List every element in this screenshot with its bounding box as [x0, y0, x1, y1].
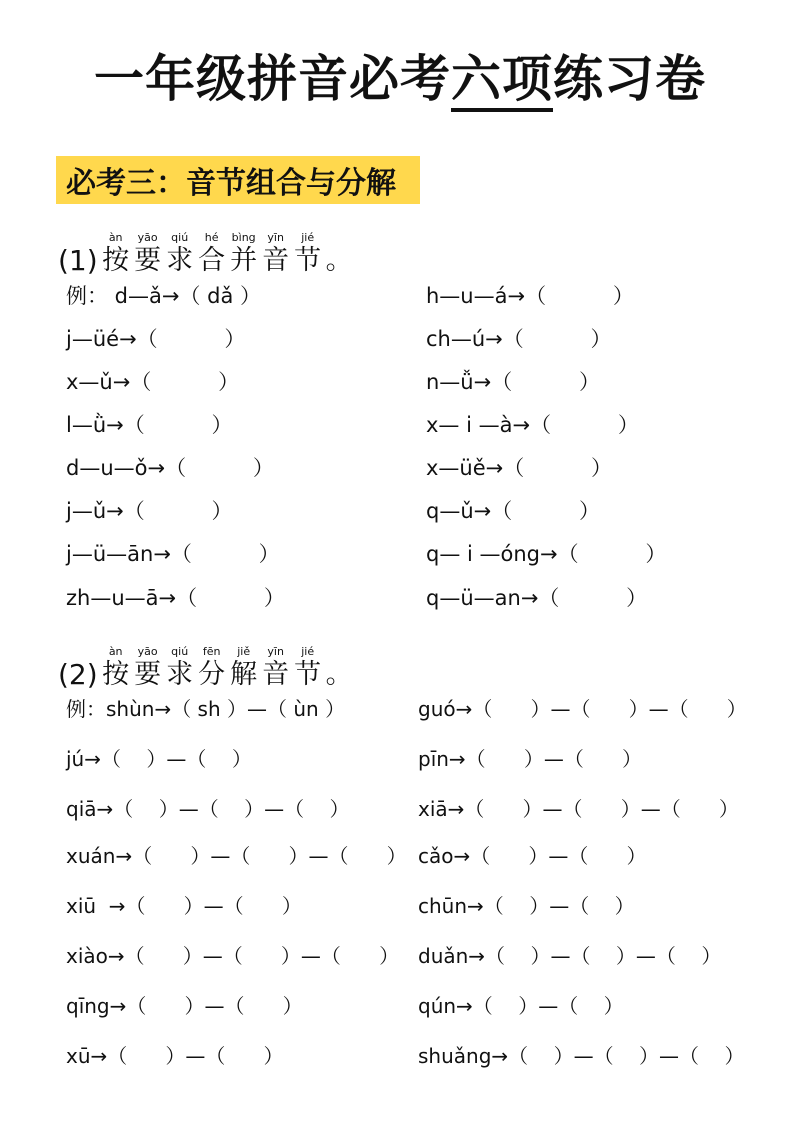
- part2-right-item: chūn→（ ）—（ ）: [418, 894, 635, 918]
- part2-right-item: xiā→（ ）—（ ）—（ ）: [418, 797, 739, 821]
- ruby-word: [100, 646, 132, 692]
- pinyin-annotation: qiú: [171, 231, 189, 244]
- hanzi-character: 求: [166, 245, 194, 276]
- pinyin-annotation: yāo: [137, 645, 158, 658]
- part2-right-item: duǎn→（ ）—（ ）—（ ）: [418, 944, 722, 968]
- hanzi-character: 分: [198, 659, 226, 690]
- part1-right-item: ch—ú→（ ）: [426, 327, 612, 351]
- part1-left-item: 例： d—ǎ→（ dǎ ）: [66, 284, 262, 308]
- hanzi-character: 节: [294, 659, 322, 690]
- part2-left-item: jú→（ ）—（ ）: [66, 747, 252, 771]
- part2-right-item: guó→（ ）—（ ）—（ ）: [418, 697, 747, 721]
- hanzi-character: 节: [294, 245, 322, 276]
- ruby-word: [228, 646, 260, 692]
- ruby-word: [100, 232, 132, 278]
- hanzi-character: 合: [198, 245, 226, 276]
- part2-right-item: cǎo→（ ）—（ ）: [418, 844, 647, 868]
- part2-left-item: 例：shùn→（ sh ）—（ ùn ）: [66, 697, 346, 721]
- part1-right-item: q— i —óng→（ ）: [426, 542, 667, 566]
- ruby-word: [292, 646, 324, 692]
- part2-right-item: pīn→（ ）—（ ）: [418, 747, 642, 771]
- part2-left-item: xiào→（ ）—（ ）—（ ）: [66, 944, 400, 968]
- part2-number: (2): [58, 658, 98, 691]
- part1-left-item: j—ǔ→（ ）: [66, 499, 233, 523]
- ruby-word: [132, 646, 164, 692]
- pinyin-annotation: hé: [204, 231, 219, 244]
- part2-period: 。: [325, 659, 353, 690]
- part1-left-item: j—üé→（ ）: [66, 327, 246, 351]
- part2-right-item: shuǎng→（ ）—（ ）—（ ）: [418, 1044, 745, 1068]
- pinyin-annotation: yāo: [137, 231, 158, 244]
- pinyin-annotation: bìng: [231, 231, 256, 244]
- pinyin-annotation: fēn: [202, 645, 221, 658]
- hanzi-character: 求: [166, 659, 194, 690]
- pinyin-annotation: àn: [108, 231, 123, 244]
- pinyin-annotation: yīn: [267, 645, 284, 658]
- part1-words: [100, 226, 324, 278]
- part1-number: (1): [58, 244, 98, 277]
- part1-left-item: l—ǜ→（ ）: [66, 413, 233, 437]
- part2-left-item: xuán→（ ）—（ ）—（ ）: [66, 844, 407, 868]
- part1-left-item: x—ǔ→（ ）: [66, 370, 240, 394]
- part1-right-item: n—ǚ→（ ）: [426, 370, 600, 394]
- part1-left-item: j—ü—ān→（ ）: [66, 542, 280, 566]
- hanzi-character: 要: [134, 659, 162, 690]
- ruby-word: [260, 232, 292, 278]
- hanzi-character: 并: [230, 245, 258, 276]
- page-title: [0, 44, 800, 114]
- part1-left-item: d—u—ǒ→（ ）: [66, 456, 274, 480]
- hanzi-character: 音: [262, 659, 290, 690]
- part1-period: 。: [325, 245, 353, 276]
- ruby-word: [292, 232, 324, 278]
- part1-right-item: h—u—á→（ ）: [426, 284, 634, 308]
- title-before: 一年级拼音必考: [94, 50, 451, 108]
- hanzi-character: 音: [262, 245, 290, 276]
- pinyin-annotation: qiú: [171, 645, 189, 658]
- section-badge: [56, 156, 420, 204]
- part2-left-item: xū→（ ）—（ ）: [66, 1044, 284, 1068]
- part2-left-item: xiū →（ ）—（ ）: [66, 894, 302, 918]
- pinyin-annotation: yīn: [267, 231, 284, 244]
- ruby-word: [164, 646, 196, 692]
- hanzi-character: 解: [230, 659, 258, 690]
- section-label: 必考三：音节组合与分解: [66, 166, 396, 201]
- part1-right-item: x— i —à→（ ）: [426, 413, 639, 437]
- part2-left-item: qiā→（ ）—（ ）—（ ）: [66, 797, 350, 821]
- ruby-word: [196, 646, 228, 692]
- title-after: 练习卷: [553, 50, 706, 108]
- pinyin-annotation: jié: [301, 231, 315, 244]
- part1-left-item: zh—u—ā→（ ）: [66, 586, 285, 610]
- part2-words: [100, 640, 324, 692]
- ruby-word: [196, 232, 228, 278]
- pinyin-annotation: àn: [108, 645, 123, 658]
- ruby-word: [260, 646, 292, 692]
- part1-heading: [58, 226, 353, 278]
- pinyin-annotation: jié: [301, 645, 315, 658]
- ruby-word: [228, 232, 260, 278]
- hanzi-character: 要: [134, 245, 162, 276]
- part2-heading: [58, 640, 353, 692]
- part1-right-item: x—üě→（ ）: [426, 456, 613, 480]
- hanzi-character: 按: [102, 245, 130, 276]
- part1-right-item: q—ǔ→（ ）: [426, 499, 600, 523]
- ruby-word: [132, 232, 164, 278]
- part1-right-item: q—ü—an→（ ）: [426, 586, 648, 610]
- pinyin-annotation: jiě: [237, 645, 251, 658]
- part2-left-item: qīng→（ ）—（ ）: [66, 994, 303, 1018]
- title-underlined: 六项: [451, 50, 553, 112]
- part2-right-item: qún→（ ）—（ ）: [418, 994, 624, 1018]
- ruby-word: [164, 232, 196, 278]
- hanzi-character: 按: [102, 659, 130, 690]
